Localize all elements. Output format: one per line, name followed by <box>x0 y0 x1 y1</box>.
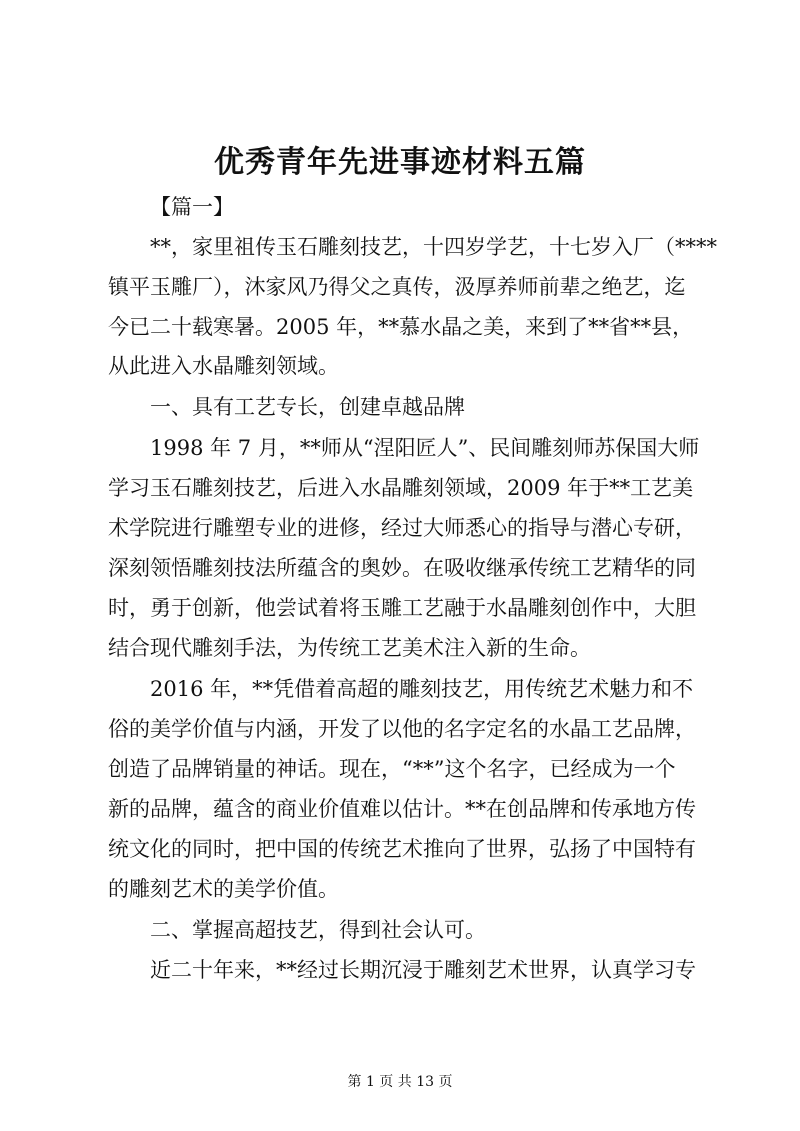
paragraph-line: 今已二十载寒暑。2005 年，**慕水晶之美，来到了**省**县， <box>108 315 694 339</box>
paragraph-line: 从此进入水晶雕刻领域。 <box>108 354 339 378</box>
paragraph-line: 俗的美学价值与内涵，开发了以他的名字定名的水晶工艺品牌， <box>108 717 696 741</box>
paragraph-line: **，家里祖传玉石雕刻技艺，十四岁学艺，十七岁入厂（**** <box>150 235 717 259</box>
document-title: 优秀青年先进事迹材料五篇 <box>214 145 586 180</box>
paragraph-line: 的雕刻艺术的美学价值。 <box>108 877 339 901</box>
paragraph-line: 学习玉石雕刻技艺，后进入水晶雕刻领域，2009 年于**工艺美 <box>108 476 694 500</box>
paragraph-line: 创造了品牌销量的神话。现在，“**”这个名字，已经成为一个 <box>108 757 676 781</box>
paragraph-line: 时，勇于创新，他尝试着将玉雕工艺融于水晶雕刻创作中，大胆 <box>108 596 696 620</box>
paragraph-line: 1998 年 7 月，**师从“涅阳匠人”、民间雕刻师苏保国大师 <box>150 436 700 460</box>
paragraph-line: 统文化的同时，把中国的传统艺术推向了世界，弘扬了中国特有 <box>108 837 696 861</box>
section-heading: 一、具有工艺专长，创建卓越品牌 <box>150 395 465 419</box>
paragraph-line: 术学院进行雕塑专业的进修，经过大师悉心的指导与潜心专研， <box>108 516 696 540</box>
page-footer: 第 1 页 共 13 页 <box>347 1074 453 1090</box>
section-heading: 二、掌握高超技艺，得到社会认可。 <box>150 918 486 942</box>
paragraph-line: 新的品牌，蕴含的商业价值难以估计。**在创品牌和传承地方传 <box>108 797 696 821</box>
section-label: 【篇一】 <box>150 195 234 219</box>
paragraph-line: 近二十年来，**经过长期沉浸于雕刻艺术世界，认真学习专 <box>150 958 696 982</box>
paragraph-line: 2016 年，**凭借着高超的雕刻技艺，用传统艺术魅力和不 <box>150 677 694 701</box>
paragraph-line: 深刻领悟雕刻技法所蕴含的奥妙。在吸收继承传统工艺精华的同 <box>108 556 696 580</box>
paragraph-line: 结合现代雕刻手法，为传统工艺美术注入新的生命。 <box>108 636 591 660</box>
paragraph-line: 镇平玉雕厂），沐家风乃得父之真传，汲厚养师前辈之绝艺，迄 <box>108 275 686 299</box>
